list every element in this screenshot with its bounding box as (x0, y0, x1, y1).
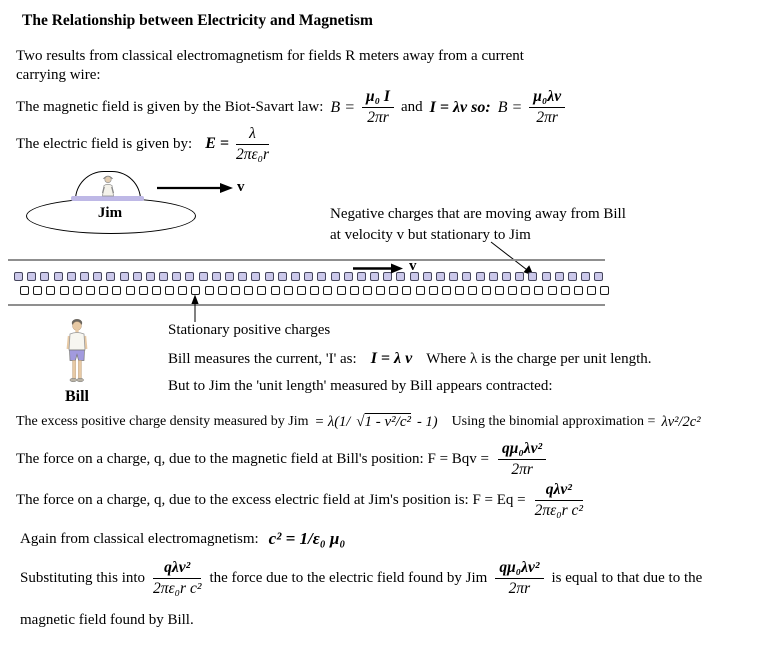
substitution-line (20, 555, 702, 601)
negative-charge (54, 272, 63, 281)
positive-charge (350, 286, 359, 295)
negative-charge (594, 272, 603, 281)
negative-charge (304, 272, 313, 281)
negative-charge (133, 272, 142, 281)
positive-charge (165, 286, 174, 295)
fraction-numerator: qλv² (535, 481, 583, 501)
positive-charge (126, 286, 135, 295)
positive-charge (112, 286, 121, 295)
jim-velocity-label: v (237, 179, 245, 195)
fraction-denominator: 2πε₀r c² (153, 579, 202, 597)
magnetic-force-line (16, 438, 546, 480)
negative-charge (159, 272, 168, 281)
positive-charge (600, 286, 609, 295)
negative-charge (436, 272, 445, 281)
negative-charge (502, 272, 511, 281)
fraction-numerator: λ (236, 125, 269, 145)
positive-charge (376, 286, 385, 295)
negative-charge (581, 272, 590, 281)
negative-charge (278, 272, 287, 281)
positive-charge (20, 286, 29, 295)
negative-charge (225, 272, 234, 281)
electric-field-label: The electric field is given by: (16, 135, 193, 152)
negative-charge (515, 272, 524, 281)
negative-charge (80, 272, 89, 281)
bill-figure (62, 318, 92, 384)
positive-charge-row (20, 286, 613, 295)
substitution-prefix: Substituting this into (20, 569, 146, 586)
page-title: The Relationship between Electricity and Magnetism (22, 12, 373, 29)
negative-charge (265, 272, 274, 281)
binomial-text: Using the binomial approximation = (451, 414, 656, 429)
bill-label: Bill (64, 388, 89, 405)
jim-velocity-arrow-icon (155, 180, 237, 196)
positive-charge (587, 286, 596, 295)
negative-charge (291, 272, 300, 281)
positive-charge (99, 286, 108, 295)
magnetic-fraction-2 (529, 88, 565, 127)
bill-current-line (168, 350, 651, 368)
substitution-fraction-2 (495, 559, 543, 598)
positive-charge (73, 286, 82, 295)
electric-force-label: The force on a charge, q, due to the excess electric field at Jim's position is: F = Eq = (16, 491, 526, 508)
negative-charge (120, 272, 129, 281)
negative-charge (528, 272, 537, 281)
positive-charge (231, 286, 240, 295)
positive-charge (46, 286, 55, 295)
classical-relation-line (20, 527, 345, 551)
positive-charge (455, 286, 464, 295)
negative-charge (199, 272, 208, 281)
negative-charge (423, 272, 432, 281)
positive-charge (482, 286, 491, 295)
electric-force-fraction (535, 481, 583, 520)
magnetic-lhs: B = (330, 98, 355, 116)
positive-charge (337, 286, 346, 295)
negative-charge (238, 272, 247, 281)
excess-close: - 1) (417, 413, 438, 430)
positive-charge (139, 286, 148, 295)
stationary-pointer-arrow-icon (188, 293, 202, 324)
positive-charge (363, 286, 372, 295)
negative-charge (317, 272, 326, 281)
substitution-fraction-1 (153, 559, 201, 598)
positive-charge (257, 286, 266, 295)
positive-charge (33, 286, 42, 295)
positive-charge (218, 286, 227, 295)
negative-charge (67, 272, 76, 281)
excess-open: = λ(1/ (314, 413, 351, 430)
negative-charge (555, 272, 564, 281)
c-squared-equation: c² = 1/ε₀ μ₀ (268, 529, 346, 548)
intro-paragraph: Two results from classical electromagnetism for fields R meters away from a current carrying wire: (16, 48, 524, 83)
negative-charge (27, 272, 36, 281)
square-root-expression: √1 - v²/c² (356, 413, 412, 430)
biot-savart-fraction (362, 88, 394, 127)
fraction-numerator: qμ₀λv² (495, 559, 543, 579)
negative-charge (212, 272, 221, 281)
substitution-middle: the force due to the electric field found by Jim (209, 569, 488, 586)
wire-top-line (8, 259, 605, 261)
positive-charge (297, 286, 306, 295)
jim-pilot-figure (98, 174, 118, 198)
electric-lhs: E = (205, 135, 229, 152)
positive-charge (389, 286, 398, 295)
positive-charge (548, 286, 557, 295)
positive-charge (495, 286, 504, 295)
positive-charge (468, 286, 477, 295)
radicand: 1 - v²/c² (364, 413, 412, 430)
positive-charge (402, 286, 411, 295)
electric-force-line (16, 478, 583, 522)
negative-charge (331, 272, 340, 281)
positive-charge (271, 286, 280, 295)
negative-charge (462, 272, 471, 281)
positive-charge (60, 286, 69, 295)
positive-charge (86, 286, 95, 295)
negative-charge (172, 272, 181, 281)
negative-charge (251, 272, 260, 281)
positive-charge (429, 286, 438, 295)
fraction-denominator: 2πr (536, 109, 558, 126)
magnetic-field-label: The magnetic field is given by the Biot-Savart law: (16, 99, 324, 115)
magnetic-force-fraction (498, 440, 546, 479)
fraction-denominator: 2πε₀r (235, 145, 270, 163)
binomial-result: λv²/2c² (661, 413, 701, 430)
fraction-numerator: μ₀λv (529, 88, 565, 108)
substitution-suffix: is equal to that due to the (551, 569, 703, 586)
fraction-denominator: 2πr (508, 579, 531, 597)
current-definition: I = λv so: (429, 98, 491, 116)
negative-charge (146, 272, 155, 281)
electric-field-line (16, 122, 269, 166)
negative-charge (476, 272, 485, 281)
excess-prefix: The excess positive charge density measured by Jim (16, 414, 309, 429)
positive-charge (534, 286, 543, 295)
negative-charge (185, 272, 194, 281)
negative-charge (106, 272, 115, 281)
fraction-numerator: qλv² (153, 559, 201, 579)
fraction-denominator: 2πε₀r c² (534, 501, 584, 519)
negative-charge (489, 272, 498, 281)
positive-charge (508, 286, 517, 295)
wire-velocity-label: v (409, 258, 417, 274)
current-equation: I = λ v (370, 350, 413, 367)
positive-charge (152, 286, 161, 295)
negative-charge (14, 272, 23, 281)
positive-charge (178, 286, 187, 295)
wire-velocity-arrow-icon (350, 261, 406, 276)
jim-label: Jim (97, 205, 123, 221)
stationary-charges-label: Stationary positive charges (168, 322, 331, 338)
negative-charge (449, 272, 458, 281)
fraction-numerator: qμ₀λv² (498, 440, 546, 460)
electric-fraction (236, 125, 269, 164)
fraction-numerator: μ₀ I (362, 88, 394, 108)
positive-charge (323, 286, 332, 295)
contracted-line: But to Jim the 'unit length' measured by Bill appears contracted: (168, 378, 553, 394)
negative-charge (568, 272, 577, 281)
conclusion-line: magnetic field found by Bill. (20, 612, 194, 628)
fraction-denominator: 2πr (367, 109, 389, 126)
classical-label: Again from classical electromagnetism: (20, 530, 259, 547)
positive-charge (561, 286, 570, 295)
negative-charges-note: Negative charges that are moving away from Bill at velocity v but stationary to Jim (330, 206, 626, 243)
positive-charge (310, 286, 319, 295)
negative-charge-row (14, 272, 607, 281)
negative-charge (542, 272, 551, 281)
excess-density-line (16, 410, 701, 434)
magnetic-lhs-2: B = (497, 98, 523, 116)
and-text: and (400, 99, 423, 115)
positive-charge (574, 286, 583, 295)
positive-charge (521, 286, 530, 295)
positive-charge (284, 286, 293, 295)
fraction-denominator: 2πr (511, 460, 533, 478)
positive-charge (442, 286, 451, 295)
magnetic-force-label: The force on a charge, q, due to the magnetic field at Bill's position: F = Bqv = (16, 450, 489, 467)
charge-density-text: Where λ is the charge per unit length. (426, 350, 652, 367)
positive-charge (416, 286, 425, 295)
negative-charge (40, 272, 49, 281)
positive-charge (205, 286, 214, 295)
wire-bottom-line (8, 304, 605, 306)
bill-measures-text: Bill measures the current, 'I' as: (168, 350, 357, 367)
negative-charge (93, 272, 102, 281)
positive-charge (244, 286, 253, 295)
